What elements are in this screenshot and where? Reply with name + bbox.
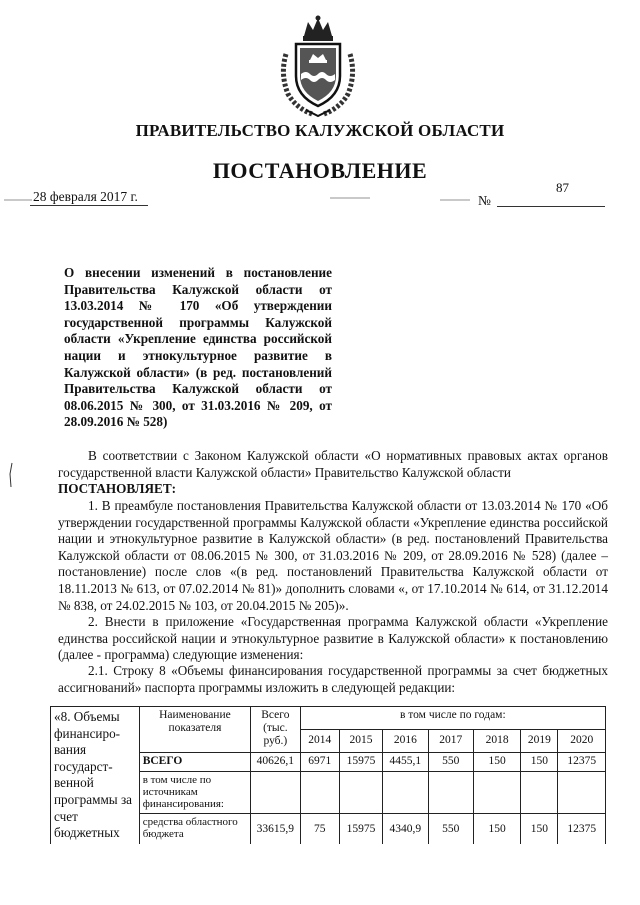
header-total: Всего (тыс. руб.) xyxy=(251,707,301,753)
cell-value xyxy=(521,771,558,814)
cell-value: 150 xyxy=(473,814,520,844)
margin-pencil-mark xyxy=(6,462,16,488)
financing-table xyxy=(50,706,606,844)
header-by-years: в том числе по годам: xyxy=(300,707,605,730)
document-date: 28 февраля 2017 г. xyxy=(33,189,138,204)
scan-smudge xyxy=(440,199,470,201)
number-sign: № xyxy=(478,193,491,208)
row-label-total: ВСЕГО xyxy=(139,752,250,771)
item-1-paragraph: 1. В преамбуле постановления Правительства Калужской области от 13.03.2014 № 170 «Об утверждении государственной программы Калужской области «Укрепление единства российской нации и этнокультурное развитие в Калужской области» (в ред. постановлений Правительства Калужской области от 08.06.2015 № 300, от 31.03.2016 № 209, от 28.09.2016 № 528) (далее – постановление) после слов «(в ред. постановлений Правительства Калужской области от 18.11.2013 № 613, от 07.02.2014 № 81)» дополнить словами «, от 17.10.2014 № 614, от 31.12.2014 № 838, от 24.02.2015 № 103, от 20.04.2015 № 205)». xyxy=(58,498,608,613)
cell-value xyxy=(428,771,473,814)
cell-value: 15975 xyxy=(339,752,382,771)
year-header: 2018 xyxy=(473,729,520,752)
year-header: 2020 xyxy=(558,729,606,752)
scan-smudge xyxy=(4,199,32,201)
cell-value: 6971 xyxy=(300,752,339,771)
document-number: 87 xyxy=(556,180,569,195)
scan-smudge xyxy=(330,197,370,199)
year-header: 2019 xyxy=(521,729,558,752)
year-header: 2017 xyxy=(428,729,473,752)
header-indicator: Наименование показателя xyxy=(139,707,250,753)
year-header: 2014 xyxy=(300,729,339,752)
cell-value xyxy=(473,771,520,814)
item-2-paragraph: 2. Внести в приложение «Государственная программа Калужской области «Укрепление единства российской нации и этнокультурное развитие в Калужской области» к постановлению (далее - программа) следующие изменения: xyxy=(58,614,608,663)
cell-value: 550 xyxy=(428,752,473,771)
row-label-regional-budget: средства областного бюджета xyxy=(139,814,250,844)
row-label-sources: в том числе по источникам финансирования: xyxy=(139,771,250,814)
item-2-1-paragraph: 2.1. Строку 8 «Объемы финансирования государственной программы за счет бюджетных ассигнований» паспорта программы изложить в следующей редакции: xyxy=(58,663,608,695)
preamble-paragraph: В соответствии с Законом Калужской области «О нормативных правовых актах органов государственной власти Калужской области» Правительство Калужской области xyxy=(58,448,608,480)
cell-value: 12375 xyxy=(558,752,606,771)
cell-value: 150 xyxy=(473,752,520,771)
cell-total: 40626,1 xyxy=(251,752,301,771)
cell-total: 33615,9 xyxy=(251,814,301,844)
cell-value: 150 xyxy=(521,752,558,771)
cell-value: 4455,1 xyxy=(383,752,428,771)
cell-value: 550 xyxy=(428,814,473,844)
year-header: 2015 xyxy=(339,729,382,752)
government-title: ПРАВИТЕЛЬСТВО КАЛУЖСКОЙ ОБЛАСТИ xyxy=(135,121,505,140)
cell-value: 12375 xyxy=(558,814,606,844)
cell-value xyxy=(558,771,606,814)
cell-value: 15975 xyxy=(339,814,382,844)
document-type-heading: ПОСТАНОВЛЕНИЕ xyxy=(212,158,428,183)
table-row-label: «8. Объемы финансиро-вания государст-венной программы за счет бюджетных xyxy=(51,707,140,844)
cell-value xyxy=(383,771,428,814)
cell-value: 4340,9 xyxy=(383,814,428,844)
coat-of-arms-emblem xyxy=(276,14,360,118)
cell-value: 75 xyxy=(300,814,339,844)
cell-value xyxy=(300,771,339,814)
document-subject: О внесении изменений в постановление Правительства Калужской области от 13.03.2014 № 170 «Об утверждении государственной программы Калужской области «Укрепление единства российской нации и этнокультурное развитие в Калужской области» (в ред. постановлений Правительства Калужской области от 08.06.2015 № 300, от 31.03.2016 № 209, от 28.09.2016 № 528) xyxy=(64,265,332,430)
cell-value: 150 xyxy=(521,814,558,844)
cell-value xyxy=(339,771,382,814)
resolves-heading: ПОСТАНОВЛЯЕТ: xyxy=(58,481,177,496)
cell-total xyxy=(251,771,301,814)
date-underline xyxy=(30,205,148,206)
year-header: 2016 xyxy=(383,729,428,752)
number-underline xyxy=(497,206,605,207)
